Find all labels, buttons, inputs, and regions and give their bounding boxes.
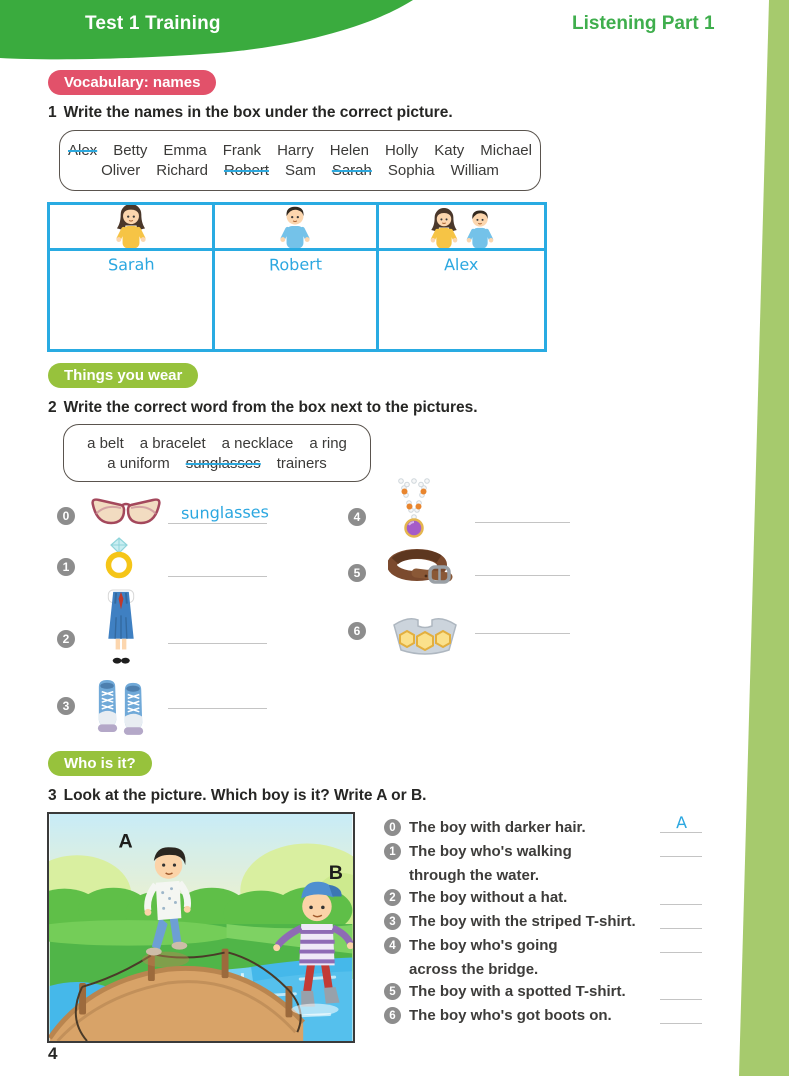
necklace-icon — [396, 478, 432, 542]
answer-blank-6[interactable] — [475, 603, 570, 634]
exercise1-instruction — [48, 104, 453, 122]
name-helen: Helen — [329, 142, 369, 159]
question-text: The boy without a hat. — [409, 889, 568, 906]
sunglasses-icon — [91, 496, 161, 528]
boy-avatar-icon — [463, 207, 497, 248]
name-emma: Emma — [163, 142, 207, 159]
q6-answer-blank[interactable] — [660, 994, 702, 1024]
badge-label: Things you wear — [64, 367, 183, 384]
name-sophia: Sophia — [387, 162, 435, 179]
question-3 — [384, 910, 654, 934]
name-robert: Robert — [223, 162, 269, 179]
badge-label: Who is it? — [64, 755, 136, 772]
item-number-badge: 4 — [348, 508, 366, 526]
question-text: The boy who's going — [409, 937, 558, 954]
name-betty: Betty — [113, 142, 148, 159]
question-text: The boy who's got boots on. — [409, 1007, 612, 1024]
bracelet-icon — [390, 612, 460, 657]
picture-cell-girl-and-boy — [379, 205, 544, 251]
name-oliver: Oliver — [101, 162, 141, 179]
name-alex: Alex — [68, 142, 98, 159]
badge-things-you-wear — [48, 363, 198, 388]
question-6 — [384, 1004, 654, 1028]
boy-avatar-icon — [276, 205, 314, 248]
uniform-icon — [103, 588, 139, 668]
ring-icon — [104, 537, 134, 579]
question-text-line2: through the water. — [409, 867, 540, 884]
handwritten-answer: A — [675, 812, 688, 833]
instruction-text: Write the correct word from the box next to the pictures. — [63, 399, 478, 416]
wear-row-1 — [64, 435, 370, 452]
name-michael: Michael — [480, 142, 532, 159]
handwritten-answer: sunglasses — [180, 502, 270, 523]
exercise3-instruction — [48, 787, 426, 805]
exercise-number: 1 — [48, 104, 57, 121]
picture-cell-girl — [50, 205, 215, 251]
answer-blank-4[interactable] — [475, 492, 570, 523]
name-sarah: Sarah — [331, 162, 372, 179]
word-trainers: trainers — [276, 454, 327, 472]
name-frank: Frank — [222, 142, 262, 159]
exercise-number: 3 — [48, 787, 57, 804]
exercise1-table — [47, 202, 547, 352]
question-number-badge: 6 — [384, 1007, 401, 1024]
belt-icon — [388, 549, 454, 591]
exercise-number: 2 — [48, 399, 57, 416]
handwritten-answer: Robert — [268, 254, 323, 275]
answer-blank-5[interactable] — [475, 545, 570, 576]
item-number-badge: 3 — [57, 697, 75, 715]
name-holly: Holly — [384, 142, 419, 159]
word-sunglasses: sunglasses — [185, 454, 261, 472]
item-number-badge: 0 — [57, 507, 75, 525]
question-number-badge: 5 — [384, 983, 401, 1000]
bridge-scene-picture — [47, 812, 355, 1043]
badge-label: Vocabulary: names — [64, 74, 201, 91]
item-number-badge: 5 — [348, 564, 366, 582]
word-necklace: a necklace — [221, 434, 294, 452]
word-ring: a ring — [309, 434, 347, 452]
answer-cell-3[interactable] — [379, 251, 544, 349]
question-text: The boy with the striped T-shirt. — [409, 913, 636, 930]
name-sam: Sam — [284, 162, 316, 179]
question-number-badge: 4 — [384, 937, 401, 954]
exercise2-instruction — [48, 399, 478, 417]
girl-avatar-icon — [112, 205, 150, 248]
test-title: Test 1 Training — [85, 13, 221, 34]
q1-answer-blank[interactable] — [660, 827, 702, 857]
question-2 — [384, 886, 654, 910]
word-bracelet: a bracelet — [139, 434, 206, 452]
badge-vocabulary-names — [48, 70, 216, 95]
item-number-badge: 1 — [57, 558, 75, 576]
question-4 — [384, 934, 654, 982]
question-1 — [384, 840, 654, 888]
answer-cell-1[interactable] — [50, 251, 215, 349]
handwritten-answer: Alex — [444, 254, 480, 275]
item-number-badge: 2 — [57, 630, 75, 648]
trainers-icon — [95, 676, 147, 738]
name-william: William — [450, 162, 499, 179]
picture-label-a: A — [118, 830, 133, 853]
answer-blank-1[interactable] — [168, 546, 267, 577]
name-katy: Katy — [434, 142, 465, 159]
name-richard: Richard — [156, 162, 208, 179]
question-5 — [384, 980, 654, 1004]
answer-blank-3[interactable] — [168, 678, 267, 709]
handwritten-answer: Sarah — [107, 254, 155, 275]
names-row-2 — [60, 162, 540, 179]
girl-avatar-icon — [427, 207, 461, 248]
question-number-badge: 0 — [384, 819, 401, 836]
names-row-1 — [60, 142, 540, 159]
picture-cell-boy — [215, 205, 380, 251]
picture-label-b: B — [328, 861, 343, 884]
question-number-badge: 3 — [384, 913, 401, 930]
question-number-badge: 1 — [384, 843, 401, 860]
question-text-line2: across the bridge. — [409, 961, 539, 978]
name-harry: Harry — [277, 142, 314, 159]
wear-word-box — [63, 424, 371, 482]
word-belt: a belt — [87, 434, 124, 452]
answer-blank-2[interactable] — [168, 613, 267, 644]
names-word-box — [59, 130, 541, 191]
instruction-text: Look at the picture. Which boy is it? Write A or B. — [63, 787, 427, 804]
section-title: Listening Part 1 — [572, 13, 715, 34]
question-0 — [384, 816, 654, 840]
badge-who-is-it — [48, 751, 152, 776]
question-text: The boy who's walking — [409, 843, 572, 860]
q4-answer-blank[interactable] — [660, 923, 702, 953]
question-text: The boy with darker hair. — [409, 819, 586, 836]
question-number-badge: 2 — [384, 889, 401, 906]
page-number: 4 — [48, 1044, 58, 1063]
instruction-text: Write the names in the box under the correct picture. — [63, 104, 453, 121]
question-text: The boy with a spotted T-shirt. — [409, 983, 626, 1000]
answer-cell-2[interactable] — [215, 251, 380, 349]
item-number-badge: 6 — [348, 622, 366, 640]
word-uniform: a uniform — [107, 454, 170, 472]
wear-row-2 — [64, 455, 370, 472]
